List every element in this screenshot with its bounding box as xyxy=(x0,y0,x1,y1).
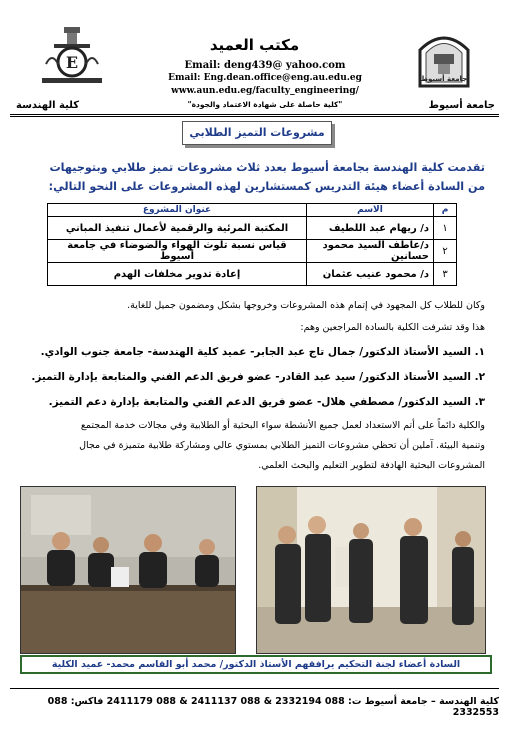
effort-paragraph: وكان للطلاب كل المجهود في إتمام هذه المشروعات وخروجها بشكل ومضمون جميل للغاية. xyxy=(127,300,485,311)
lead-line-1: تقدمت كلية الهندسة بجامعة أسيوط بعدد ثلاث مشروعات تميز طلابي وبتوجيهات xyxy=(49,161,485,174)
faculty-name: كلية الهندسة xyxy=(16,100,80,111)
closing-line: والكلية دائماً على أتم الاستعداد لعمل جميع الأنشطة سواء البحثية أو الطلابية وفي مجالات خدمة المجتمع xyxy=(80,420,485,431)
row-number: ٢ xyxy=(434,240,457,263)
page-title: مكتب العميد xyxy=(209,36,300,54)
project-title: قياس نسبة تلوث الهواء والضوضاء في جامعة أسيوط xyxy=(48,240,307,263)
section-banner: مشروعات التميز الطلابي xyxy=(182,121,332,145)
office-email: Email: Eng.dean.office@eng.au.edu.eg xyxy=(168,73,362,83)
table-row xyxy=(48,217,457,240)
accreditation-note: "كلية حاصلة على شهادة الاعتماد والجودة" xyxy=(187,100,343,109)
header-divider xyxy=(10,114,499,117)
project-title: المكتبة المرئية والرقمية لأعمال تنفيذ المباني xyxy=(48,217,307,240)
svg-text:E: E xyxy=(65,53,79,72)
footer-divider xyxy=(10,688,499,689)
reviewers-intro: هذا وقد تشرفت الكلية بالسادة المراجعين وهم: xyxy=(300,322,485,333)
projects-table xyxy=(47,203,457,286)
lead-line-2: من السادة أعضاء هيئة التدريس كمستشارين لهذه المشروعات على النحو التالي: xyxy=(48,180,485,193)
table-row xyxy=(48,263,457,286)
reviewer-item: ٣. السيد الدكتور/ مصطفي هلال- عضو فريق الدعم الفني والمتابعة بإدارة دعم التميز. xyxy=(48,396,485,408)
table-header-row xyxy=(48,204,457,217)
university-name: جامعة أسيوط xyxy=(428,100,495,111)
column-header-number: م xyxy=(434,204,457,217)
footer-contact: كلية الهندسة – جامعة أسيوط ت: 088 2332194 & 088 2411137 & 088 2411179 فاكس: 088 2332553 xyxy=(47,696,499,718)
university-logo xyxy=(412,28,476,90)
visit-photo xyxy=(256,486,486,654)
row-number: ٣ xyxy=(434,263,457,286)
column-header-name: الاسم xyxy=(307,204,434,217)
advisor-name: د/ محمود عنيب عثمان xyxy=(307,263,434,286)
university-logo-lettering: جامعة أسيوط xyxy=(420,75,468,83)
advisor-name: د/ ريهام عبد اللطيف xyxy=(307,217,434,240)
table-row xyxy=(48,240,457,263)
reviewer-item: ١. السيد الأستاذ الدكتور/ جمال تاج عبد الجابر- عميد كلية الهندسة- جامعة جنوب الوادي. xyxy=(40,346,485,358)
website-link[interactable]: www.aun.edu.eg/faculty_engineering/ xyxy=(171,86,359,96)
project-title: إعادة تدوير مخلفات الهدم xyxy=(48,263,307,286)
dean-email: Email: deng439@ yahoo.com xyxy=(184,60,346,71)
row-number: ١ xyxy=(434,217,457,240)
photo-caption: السادة أعضاء لجنة التحكيم يرافقهم الأستاذ الدكتور/ محمد أبو القاسم محمد- عميد الكلية xyxy=(20,655,492,674)
faculty-logo xyxy=(40,24,104,86)
committee-photo xyxy=(20,486,236,654)
closing-line: وتنمية البيئة. آملين أن تحظي مشروعات التميز الطلابي بمستوي عالي ومشاركة طلابية متميزة في مجال xyxy=(79,440,485,451)
advisor-name: د/عاطف السيد محمود حسانين xyxy=(307,240,434,263)
reviewer-item: ٢. السيد الأستاذ الدكتور/ سيد عبد القادر- عضو فريق الدعم الفني والمتابعة بإدارة التميز. xyxy=(31,371,485,383)
column-header-title: عنوان المشروع xyxy=(48,204,307,217)
closing-line: المشروعات البحثية الهادفة لتطوير التعليم والبحث العلمي. xyxy=(258,460,485,471)
